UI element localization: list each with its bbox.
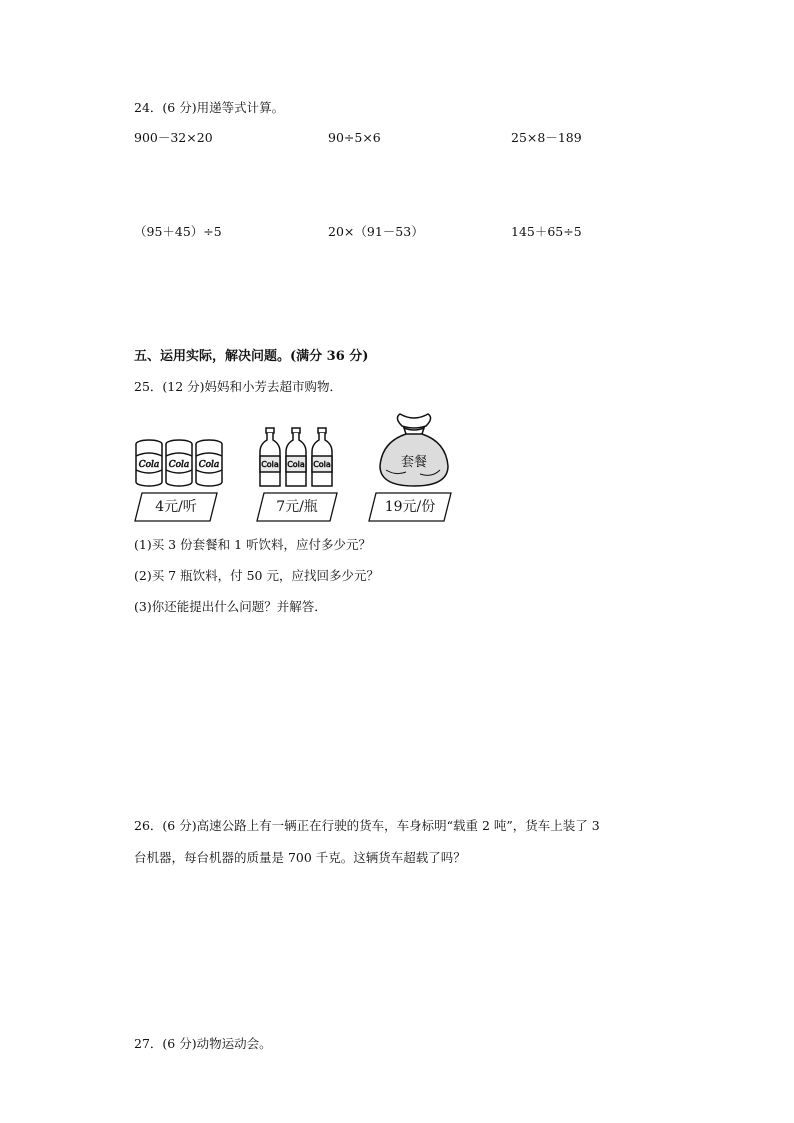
q25-question-2: (2)买 7 瓶饮料，付 50 元，应找回多少元？ (134, 568, 379, 583)
q27-heading: 27．(6 分)动物运动会。 (134, 1036, 272, 1051)
q25-question-1: (1)买 3 份套餐和 1 听饮料，应付多少元？ (134, 537, 372, 552)
q25-heading: 25．(12 分)妈妈和小芳去超市购物． (134, 379, 343, 394)
bag-label: 套餐 (400, 455, 428, 470)
price-bottle: 7元/瓶 (276, 499, 318, 515)
can-label: Cola (138, 460, 160, 470)
price-soda: 4元/听 (155, 499, 197, 515)
bottle-label: Cola (287, 460, 305, 469)
q25-question-3: (3)你还能提出什么问题？并解答． (134, 599, 327, 614)
price-tag-soda (134, 492, 218, 522)
can-label: Cola (198, 460, 220, 470)
q24-expression-3: 25×8－189 (511, 130, 582, 145)
q24-expression-5: 20×（91－53） (328, 224, 424, 239)
q24-heading: 24．(6 分)用递等式计算。 (134, 100, 285, 115)
meal-bag-icon (376, 410, 452, 490)
drink-bottles-icon (258, 426, 336, 490)
soda-cans-icon (134, 436, 226, 490)
q24-expression-6: 145＋65÷5 (511, 224, 582, 239)
price-tag-bottle (256, 492, 338, 522)
q24-expression-4: （95＋45）÷5 (134, 224, 222, 239)
can-label: Cola (168, 460, 190, 470)
q24-expression-1: 900－32×20 (134, 130, 213, 145)
price-tag-meal (368, 492, 452, 522)
section-5-title: 五、运用实际，解决问题。(满分 36 分) (134, 349, 369, 364)
price-meal: 19元/份 (384, 499, 436, 515)
bottle-label: Cola (313, 460, 331, 469)
q26-line-1: 26．(6 分)高速公路上有一辆正在行驶的货车，车身标明“载重 2 吨”，货车上装了 3 (134, 818, 600, 833)
bottle-label: Cola (261, 460, 279, 469)
q26-line-2: 台机器，每台机器的质量是 700 千克。这辆货车超载了吗？ (134, 850, 466, 865)
q24-expression-2: 90÷5×6 (328, 130, 381, 145)
